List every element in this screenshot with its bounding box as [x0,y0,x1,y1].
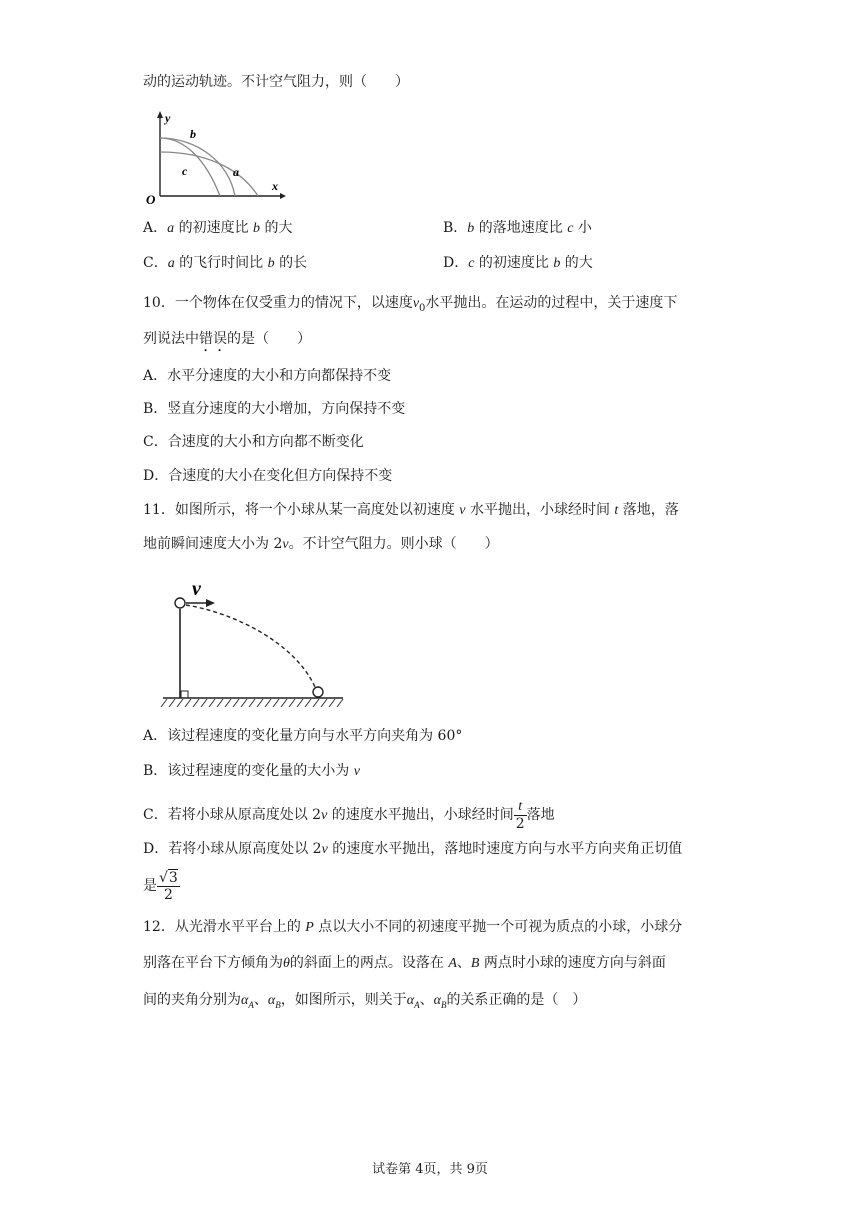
q11-projectile-figure [155,573,350,713]
q11-fraction-sqrt3-over-2: $\frac{√3}{2}$ [159,870,178,903]
q10-stem-line1: 10．一个物体在仅受重力的情况下，以速度$v_0$水平抛出。在运动的过程中，关于速度下 [143,295,678,314]
q9-origin-label: O [146,192,156,207]
q11-option-a: A．该过程速度的变化量方向与水平方向夹角为 60° [143,728,463,744]
q11-stem-line2: 地前瞬间速度大小为 2v。不计空气阻力。则小球（ ） [143,536,499,552]
q11-velocity-label: v [192,578,201,600]
q9-axis-y-label: y [165,111,171,125]
page-footer: 试卷第 4页，共 9页 [372,1162,488,1177]
q11-option-c: C．若将小球从原高度处以 2v 的速度水平抛出，小球经时间 $\frac{t}{2}$ 落地 [143,798,555,832]
q12-stem-line3: 间的夹角分别为$\alpha_A$、$\alpha_B$，如图所示，则关于$\alpha_A$、$\alpha_B$的关系正确的是（ ） [143,992,587,1010]
q9-curve-b [160,138,235,196]
q10-option-b: B．竖直分速度的大小增加，方向保持不变 [143,401,406,417]
q9-label-c: c [182,164,188,178]
q10-option-a: A．水平分速度的大小和方向都保持不变 [143,368,392,384]
q11-ball-end [313,687,323,697]
q11-stem-line1: 11．如图所示，将一个小球从某一高度处以初速度 v 水平抛出，小球经时间 t 落地，落 [143,502,679,518]
q9-curve-c [160,138,220,196]
q11-option-d-line1: D．若将小球从原高度处以 2v 的速度水平抛出，落地时速度方向与水平方向夹角正切值 [143,841,683,857]
q9-stem-tail: 动的运动轨迹。不计空气阻力，则（ ） [143,74,409,90]
q9-option-c: C．a 的飞行时间比 b 的长 [143,255,308,271]
q9-option-d: D．c 的初速度比 b 的大 [443,255,593,271]
q10-option-d: D．合速度的大小在变化但方向保持不变 [143,468,393,484]
q11-option-b: B．该过程速度的变化量的大小为 v [143,763,360,779]
q9-label-b: b [190,127,196,141]
q9-trajectory-figure [140,108,290,208]
q9-axis-x-label: x [272,179,278,193]
q12-stem-line1: 12．从光滑水平平台上的 P 点以大小不同的初速度平抛一个可视为质点的小球，小球分 [143,919,683,935]
q10-stem-line2: 列说法中错误的是（ ） [143,331,311,347]
q11-fraction-t-over-2: $\frac{t}{2}$ [515,798,525,832]
q9-label-a: a [233,165,239,179]
q9-option-a: A．a 的初速度比 b 的大 [143,220,293,236]
q12-stem-line2: 别落在平台下方倾角为θ的斜面上的两点。设落在 A、B 两点时小球的速度方向与斜面 [143,955,666,971]
q11-ball-start [175,598,185,608]
q9-option-b: B．b 的落地速度比 c 小 [443,220,592,236]
q11-option-d-line2: 是 $\frac{√3}{2}$ [143,870,178,903]
q10-option-c: C．合速度的大小和方向都不断变化 [143,434,364,450]
